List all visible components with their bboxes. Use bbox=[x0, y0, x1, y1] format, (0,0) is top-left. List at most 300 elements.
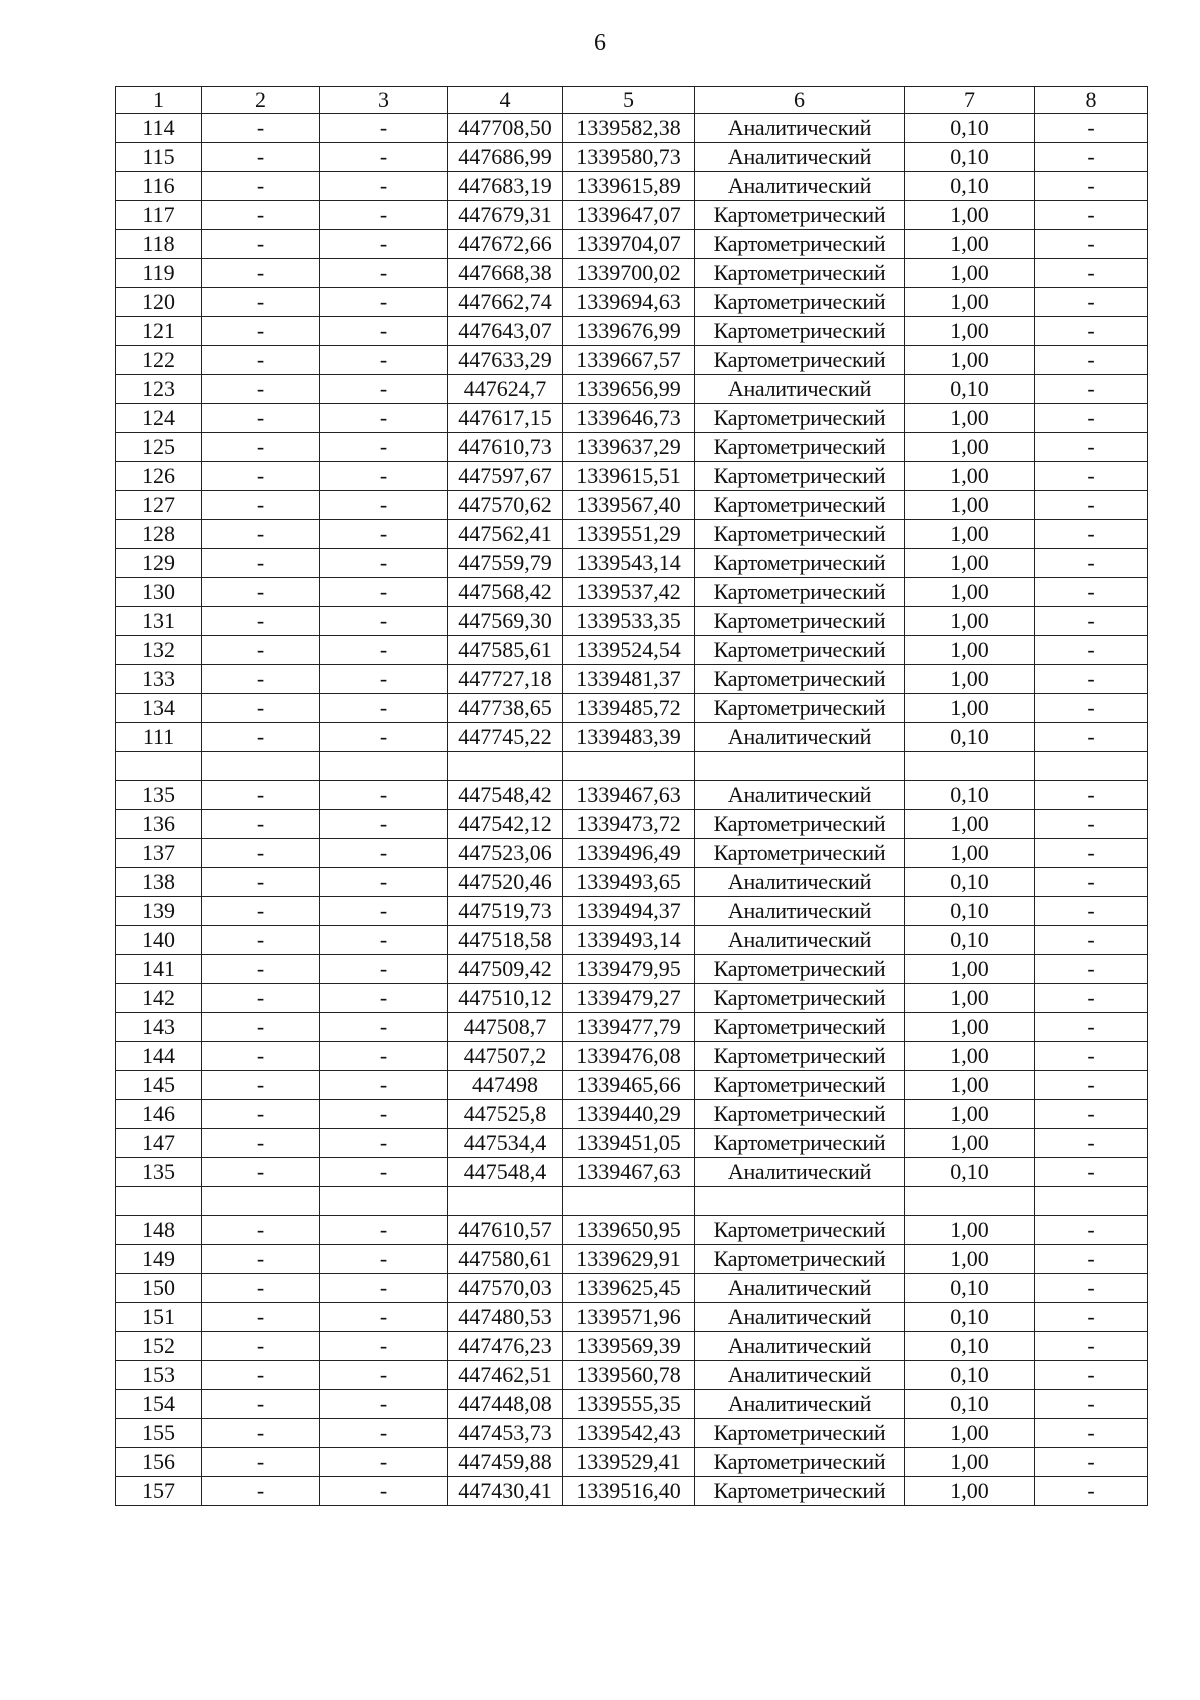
col2-cell: - bbox=[202, 259, 320, 288]
col3-cell: - bbox=[320, 201, 448, 230]
col3-cell: - bbox=[320, 1274, 448, 1303]
col2-cell: - bbox=[202, 1274, 320, 1303]
x-coordinate-cell: 447459,88 bbox=[448, 1448, 563, 1477]
col2-cell: - bbox=[202, 810, 320, 839]
accuracy-cell: 1,00 bbox=[905, 1245, 1035, 1274]
accuracy-cell: 1,00 bbox=[905, 1042, 1035, 1071]
table-row bbox=[116, 288, 1148, 317]
col3-cell: - bbox=[320, 1390, 448, 1419]
accuracy-cell: 1,00 bbox=[905, 201, 1035, 230]
y-coordinate-cell: 1339551,29 bbox=[563, 520, 695, 549]
col3-cell: - bbox=[320, 723, 448, 752]
col3-cell: - bbox=[320, 607, 448, 636]
table-row bbox=[116, 491, 1148, 520]
y-coordinate-cell: 1339650,95 bbox=[563, 1216, 695, 1245]
method-cell: Аналитический bbox=[695, 868, 905, 897]
method-cell: Аналитический bbox=[695, 897, 905, 926]
col8-cell: - bbox=[1035, 1332, 1148, 1361]
method-cell: Картометрический bbox=[695, 1419, 905, 1448]
col3-cell: - bbox=[320, 1419, 448, 1448]
col2-cell: - bbox=[202, 172, 320, 201]
col2-cell: - bbox=[202, 955, 320, 984]
point-number-cell: 126 bbox=[116, 462, 202, 491]
table-row bbox=[116, 1158, 1148, 1187]
point-number-cell: 123 bbox=[116, 375, 202, 404]
method-cell: Аналитический bbox=[695, 1303, 905, 1332]
accuracy-cell: 1,00 bbox=[905, 810, 1035, 839]
x-coordinate-cell: 447509,42 bbox=[448, 955, 563, 984]
method-cell: Картометрический bbox=[695, 1129, 905, 1158]
col8-cell: - bbox=[1035, 868, 1148, 897]
accuracy-cell: 1,00 bbox=[905, 549, 1035, 578]
accuracy-cell: 1,00 bbox=[905, 1071, 1035, 1100]
x-coordinate-cell bbox=[448, 752, 563, 781]
method-cell: Картометрический bbox=[695, 259, 905, 288]
col3-cell: - bbox=[320, 1071, 448, 1100]
accuracy-cell: 1,00 bbox=[905, 288, 1035, 317]
table-row bbox=[116, 1303, 1148, 1332]
col8-cell bbox=[1035, 752, 1148, 781]
col8-cell: - bbox=[1035, 897, 1148, 926]
y-coordinate-cell: 1339537,42 bbox=[563, 578, 695, 607]
x-coordinate-cell: 447683,19 bbox=[448, 172, 563, 201]
y-coordinate-cell: 1339529,41 bbox=[563, 1448, 695, 1477]
y-coordinate-cell: 1339479,95 bbox=[563, 955, 695, 984]
point-number-cell: 127 bbox=[116, 491, 202, 520]
point-number-cell: 122 bbox=[116, 346, 202, 375]
col8-cell: - bbox=[1035, 781, 1148, 810]
x-coordinate-cell: 447624,7 bbox=[448, 375, 563, 404]
table-body bbox=[116, 114, 1148, 1506]
col2-cell: - bbox=[202, 694, 320, 723]
col3-cell: - bbox=[320, 1100, 448, 1129]
col2-cell: - bbox=[202, 1361, 320, 1390]
table-row bbox=[116, 1274, 1148, 1303]
x-coordinate-cell: 447610,73 bbox=[448, 433, 563, 462]
accuracy-cell: 0,10 bbox=[905, 926, 1035, 955]
col2-cell: - bbox=[202, 1332, 320, 1361]
table-row bbox=[116, 143, 1148, 172]
x-coordinate-cell: 447569,30 bbox=[448, 607, 563, 636]
col8-cell: - bbox=[1035, 1477, 1148, 1506]
table-row bbox=[116, 897, 1148, 926]
method-cell bbox=[695, 752, 905, 781]
method-cell: Картометрический bbox=[695, 317, 905, 346]
y-coordinate-cell: 1339700,02 bbox=[563, 259, 695, 288]
col8-cell: - bbox=[1035, 1361, 1148, 1390]
col2-cell: - bbox=[202, 1013, 320, 1042]
table-row bbox=[116, 201, 1148, 230]
method-cell: Аналитический bbox=[695, 143, 905, 172]
col8-cell: - bbox=[1035, 694, 1148, 723]
x-coordinate-cell: 447727,18 bbox=[448, 665, 563, 694]
y-coordinate-cell: 1339542,43 bbox=[563, 1419, 695, 1448]
x-coordinate-cell: 447633,29 bbox=[448, 346, 563, 375]
col2-cell: - bbox=[202, 984, 320, 1013]
accuracy-cell: 0,10 bbox=[905, 897, 1035, 926]
point-number-cell: 153 bbox=[116, 1361, 202, 1390]
x-coordinate-cell: 447643,07 bbox=[448, 317, 563, 346]
col2-cell: - bbox=[202, 491, 320, 520]
y-coordinate-cell: 1339637,29 bbox=[563, 433, 695, 462]
table-row bbox=[116, 723, 1148, 752]
col2-cell: - bbox=[202, 607, 320, 636]
y-coordinate-cell: 1339646,73 bbox=[563, 404, 695, 433]
table-row bbox=[116, 230, 1148, 259]
accuracy-cell: 0,10 bbox=[905, 1332, 1035, 1361]
col8-cell: - bbox=[1035, 143, 1148, 172]
col3-cell: - bbox=[320, 491, 448, 520]
x-coordinate-cell: 447570,62 bbox=[448, 491, 563, 520]
y-coordinate-cell: 1339656,99 bbox=[563, 375, 695, 404]
col8-cell: - bbox=[1035, 665, 1148, 694]
method-cell: Картометрический bbox=[695, 1448, 905, 1477]
col2-cell: - bbox=[202, 636, 320, 665]
y-coordinate-cell: 1339481,37 bbox=[563, 665, 695, 694]
col2-cell: - bbox=[202, 520, 320, 549]
point-number-cell: 147 bbox=[116, 1129, 202, 1158]
col8-cell: - bbox=[1035, 433, 1148, 462]
method-cell: Картометрический bbox=[695, 491, 905, 520]
x-coordinate-cell: 447476,23 bbox=[448, 1332, 563, 1361]
col3-cell: - bbox=[320, 404, 448, 433]
col3-cell: - bbox=[320, 781, 448, 810]
col8-cell: - bbox=[1035, 259, 1148, 288]
y-coordinate-cell: 1339582,38 bbox=[563, 114, 695, 143]
point-number-cell: 151 bbox=[116, 1303, 202, 1332]
point-number-cell: 129 bbox=[116, 549, 202, 578]
col8-cell: - bbox=[1035, 1013, 1148, 1042]
col3-cell: - bbox=[320, 288, 448, 317]
method-cell: Аналитический bbox=[695, 1332, 905, 1361]
table-row bbox=[116, 781, 1148, 810]
accuracy-cell: 1,00 bbox=[905, 955, 1035, 984]
x-coordinate-cell: 447580,61 bbox=[448, 1245, 563, 1274]
col8-cell: - bbox=[1035, 1448, 1148, 1477]
accuracy-cell: 1,00 bbox=[905, 230, 1035, 259]
x-coordinate-cell: 447453,73 bbox=[448, 1419, 563, 1448]
x-coordinate-cell: 447679,31 bbox=[448, 201, 563, 230]
col2-cell: - bbox=[202, 346, 320, 375]
col3-cell: - bbox=[320, 346, 448, 375]
y-coordinate-cell: 1339560,78 bbox=[563, 1361, 695, 1390]
col2-cell: - bbox=[202, 781, 320, 810]
accuracy-cell bbox=[905, 1187, 1035, 1216]
x-coordinate-cell: 447662,74 bbox=[448, 288, 563, 317]
col8-cell: - bbox=[1035, 723, 1148, 752]
table-row bbox=[116, 1129, 1148, 1158]
y-coordinate-cell: 1339647,07 bbox=[563, 201, 695, 230]
point-number-cell: 136 bbox=[116, 810, 202, 839]
x-coordinate-cell: 447448,08 bbox=[448, 1390, 563, 1419]
x-coordinate-cell: 447668,38 bbox=[448, 259, 563, 288]
method-cell: Картометрический bbox=[695, 578, 905, 607]
y-coordinate-cell: 1339451,05 bbox=[563, 1129, 695, 1158]
table-row bbox=[116, 1042, 1148, 1071]
col2-cell: - bbox=[202, 1071, 320, 1100]
y-coordinate-cell: 1339496,49 bbox=[563, 839, 695, 868]
accuracy-cell: 1,00 bbox=[905, 839, 1035, 868]
method-cell: Аналитический bbox=[695, 781, 905, 810]
col8-cell: - bbox=[1035, 375, 1148, 404]
col2-cell: - bbox=[202, 1303, 320, 1332]
point-number-cell: 128 bbox=[116, 520, 202, 549]
point-number-cell: 119 bbox=[116, 259, 202, 288]
point-number-cell: 135 bbox=[116, 781, 202, 810]
x-coordinate-cell: 447548,4 bbox=[448, 1158, 563, 1187]
separator-row bbox=[116, 1187, 1148, 1216]
col8-cell: - bbox=[1035, 1274, 1148, 1303]
table-row bbox=[116, 1361, 1148, 1390]
point-number-cell: 137 bbox=[116, 839, 202, 868]
accuracy-cell: 1,00 bbox=[905, 984, 1035, 1013]
col3-cell: - bbox=[320, 433, 448, 462]
x-coordinate-cell: 447430,41 bbox=[448, 1477, 563, 1506]
header-cell: 1 bbox=[116, 87, 202, 114]
x-coordinate-cell: 447585,61 bbox=[448, 636, 563, 665]
col2-cell: - bbox=[202, 926, 320, 955]
x-coordinate-cell: 447462,51 bbox=[448, 1361, 563, 1390]
separator-row bbox=[116, 752, 1148, 781]
y-coordinate-cell: 1339571,96 bbox=[563, 1303, 695, 1332]
method-cell: Аналитический bbox=[695, 172, 905, 201]
table-row bbox=[116, 259, 1148, 288]
y-coordinate-cell: 1339555,35 bbox=[563, 1390, 695, 1419]
x-coordinate-cell: 447525,8 bbox=[448, 1100, 563, 1129]
x-coordinate-cell: 447548,42 bbox=[448, 781, 563, 810]
table-row bbox=[116, 317, 1148, 346]
x-coordinate-cell: 447708,50 bbox=[448, 114, 563, 143]
x-coordinate-cell: 447610,57 bbox=[448, 1216, 563, 1245]
col3-cell: - bbox=[320, 665, 448, 694]
x-coordinate-cell: 447510,12 bbox=[448, 984, 563, 1013]
accuracy-cell: 0,10 bbox=[905, 723, 1035, 752]
col3-cell bbox=[320, 752, 448, 781]
y-coordinate-cell: 1339493,14 bbox=[563, 926, 695, 955]
y-coordinate-cell: 1339615,51 bbox=[563, 462, 695, 491]
x-coordinate-cell: 447523,06 bbox=[448, 839, 563, 868]
accuracy-cell: 1,00 bbox=[905, 346, 1035, 375]
header-cell: 2 bbox=[202, 87, 320, 114]
table-row bbox=[116, 636, 1148, 665]
point-number-cell: 135 bbox=[116, 1158, 202, 1187]
accuracy-cell: 0,10 bbox=[905, 1361, 1035, 1390]
col8-cell: - bbox=[1035, 1216, 1148, 1245]
point-number-cell: 120 bbox=[116, 288, 202, 317]
col3-cell: - bbox=[320, 1361, 448, 1390]
col8-cell: - bbox=[1035, 491, 1148, 520]
method-cell: Картометрический bbox=[695, 230, 905, 259]
point-number-cell: 133 bbox=[116, 665, 202, 694]
table-row bbox=[116, 1448, 1148, 1477]
y-coordinate-cell: 1339477,79 bbox=[563, 1013, 695, 1042]
x-coordinate-cell: 447617,15 bbox=[448, 404, 563, 433]
col8-cell: - bbox=[1035, 607, 1148, 636]
col3-cell: - bbox=[320, 1013, 448, 1042]
point-number-cell: 125 bbox=[116, 433, 202, 462]
col3-cell: - bbox=[320, 549, 448, 578]
header-cell: 4 bbox=[448, 87, 563, 114]
x-coordinate-cell: 447562,41 bbox=[448, 520, 563, 549]
table-row bbox=[116, 578, 1148, 607]
accuracy-cell: 1,00 bbox=[905, 1448, 1035, 1477]
x-coordinate-cell: 447568,42 bbox=[448, 578, 563, 607]
table-row bbox=[116, 520, 1148, 549]
method-cell: Картометрический bbox=[695, 462, 905, 491]
point-number-cell: 142 bbox=[116, 984, 202, 1013]
point-number-cell: 146 bbox=[116, 1100, 202, 1129]
accuracy-cell: 1,00 bbox=[905, 404, 1035, 433]
accuracy-cell: 0,10 bbox=[905, 375, 1035, 404]
col3-cell: - bbox=[320, 1042, 448, 1071]
point-number-cell: 130 bbox=[116, 578, 202, 607]
method-cell: Картометрический bbox=[695, 607, 905, 636]
header-cell: 7 bbox=[905, 87, 1035, 114]
col3-cell: - bbox=[320, 1477, 448, 1506]
table-row bbox=[116, 1013, 1148, 1042]
col3-cell: - bbox=[320, 1303, 448, 1332]
point-number-cell: 121 bbox=[116, 317, 202, 346]
col2-cell: - bbox=[202, 288, 320, 317]
accuracy-cell: 1,00 bbox=[905, 433, 1035, 462]
accuracy-cell: 1,00 bbox=[905, 636, 1035, 665]
col3-cell: - bbox=[320, 375, 448, 404]
method-cell: Картометрический bbox=[695, 1216, 905, 1245]
col3-cell: - bbox=[320, 839, 448, 868]
accuracy-cell: 1,00 bbox=[905, 694, 1035, 723]
y-coordinate-cell: 1339667,57 bbox=[563, 346, 695, 375]
method-cell: Картометрический bbox=[695, 694, 905, 723]
accuracy-cell: 1,00 bbox=[905, 1216, 1035, 1245]
point-number-cell: 141 bbox=[116, 955, 202, 984]
col3-cell: - bbox=[320, 810, 448, 839]
table-row bbox=[116, 346, 1148, 375]
method-cell: Картометрический bbox=[695, 839, 905, 868]
col3-cell: - bbox=[320, 636, 448, 665]
point-number-cell: 138 bbox=[116, 868, 202, 897]
col2-cell: - bbox=[202, 1042, 320, 1071]
col3-cell: - bbox=[320, 868, 448, 897]
y-coordinate-cell bbox=[563, 752, 695, 781]
point-number-cell: 143 bbox=[116, 1013, 202, 1042]
col2-cell: - bbox=[202, 1477, 320, 1506]
table-row bbox=[116, 839, 1148, 868]
method-cell: Картометрический bbox=[695, 636, 905, 665]
table-row bbox=[116, 1332, 1148, 1361]
col3-cell: - bbox=[320, 462, 448, 491]
x-coordinate-cell: 447507,2 bbox=[448, 1042, 563, 1071]
point-number-cell: 134 bbox=[116, 694, 202, 723]
y-coordinate-cell: 1339516,40 bbox=[563, 1477, 695, 1506]
x-coordinate-cell: 447518,58 bbox=[448, 926, 563, 955]
table-row bbox=[116, 433, 1148, 462]
col3-cell: - bbox=[320, 143, 448, 172]
accuracy-cell: 0,10 bbox=[905, 1158, 1035, 1187]
col2-cell: - bbox=[202, 1419, 320, 1448]
col2-cell: - bbox=[202, 578, 320, 607]
method-cell: Аналитический bbox=[695, 1361, 905, 1390]
accuracy-cell: 0,10 bbox=[905, 868, 1035, 897]
table-row bbox=[116, 607, 1148, 636]
col2-cell: - bbox=[202, 723, 320, 752]
accuracy-cell: 1,00 bbox=[905, 1100, 1035, 1129]
y-coordinate-cell: 1339629,91 bbox=[563, 1245, 695, 1274]
col8-cell: - bbox=[1035, 317, 1148, 346]
col3-cell: - bbox=[320, 520, 448, 549]
y-coordinate-cell: 1339615,89 bbox=[563, 172, 695, 201]
table-row bbox=[116, 1100, 1148, 1129]
point-number-cell: 131 bbox=[116, 607, 202, 636]
col8-cell: - bbox=[1035, 1158, 1148, 1187]
col8-cell: - bbox=[1035, 201, 1148, 230]
method-cell: Картометрический bbox=[695, 520, 905, 549]
table-row bbox=[116, 1419, 1148, 1448]
y-coordinate-cell: 1339567,40 bbox=[563, 491, 695, 520]
header-cell: 8 bbox=[1035, 87, 1148, 114]
x-coordinate-cell: 447745,22 bbox=[448, 723, 563, 752]
col8-cell: - bbox=[1035, 578, 1148, 607]
col2-cell: - bbox=[202, 230, 320, 259]
accuracy-cell: 1,00 bbox=[905, 317, 1035, 346]
accuracy-cell: 1,00 bbox=[905, 520, 1035, 549]
y-coordinate-cell: 1339543,14 bbox=[563, 549, 695, 578]
table-row bbox=[116, 694, 1148, 723]
method-cell: Картометрический bbox=[695, 1042, 905, 1071]
col8-cell: - bbox=[1035, 926, 1148, 955]
accuracy-cell: 1,00 bbox=[905, 578, 1035, 607]
point-number-cell: 148 bbox=[116, 1216, 202, 1245]
col8-cell: - bbox=[1035, 839, 1148, 868]
method-cell: Картометрический bbox=[695, 201, 905, 230]
x-coordinate-cell: 447672,66 bbox=[448, 230, 563, 259]
col2-cell: - bbox=[202, 317, 320, 346]
col2-cell: - bbox=[202, 143, 320, 172]
table-row bbox=[116, 665, 1148, 694]
y-coordinate-cell: 1339494,37 bbox=[563, 897, 695, 926]
point-number-cell: 145 bbox=[116, 1071, 202, 1100]
col8-cell: - bbox=[1035, 810, 1148, 839]
col3-cell: - bbox=[320, 114, 448, 143]
col3-cell: - bbox=[320, 1448, 448, 1477]
method-cell: Аналитический bbox=[695, 114, 905, 143]
point-number-cell: 154 bbox=[116, 1390, 202, 1419]
col2-cell: - bbox=[202, 201, 320, 230]
method-cell: Картометрический bbox=[695, 1477, 905, 1506]
point-number-cell: 152 bbox=[116, 1332, 202, 1361]
method-cell bbox=[695, 1187, 905, 1216]
col2-cell: - bbox=[202, 404, 320, 433]
y-coordinate-cell: 1339625,45 bbox=[563, 1274, 695, 1303]
col8-cell: - bbox=[1035, 1390, 1148, 1419]
y-coordinate-cell: 1339467,63 bbox=[563, 1158, 695, 1187]
x-coordinate-cell: 447597,67 bbox=[448, 462, 563, 491]
accuracy-cell: 0,10 bbox=[905, 1390, 1035, 1419]
point-number-cell: 115 bbox=[116, 143, 202, 172]
y-coordinate-cell: 1339676,99 bbox=[563, 317, 695, 346]
point-number-cell: 139 bbox=[116, 897, 202, 926]
y-coordinate-cell: 1339533,35 bbox=[563, 607, 695, 636]
accuracy-cell: 1,00 bbox=[905, 1129, 1035, 1158]
x-coordinate-cell: 447559,79 bbox=[448, 549, 563, 578]
x-coordinate-cell: 447542,12 bbox=[448, 810, 563, 839]
method-cell: Аналитический bbox=[695, 926, 905, 955]
method-cell: Аналитический bbox=[695, 1390, 905, 1419]
col2-cell: - bbox=[202, 1158, 320, 1187]
method-cell: Картометрический bbox=[695, 665, 905, 694]
col3-cell: - bbox=[320, 317, 448, 346]
table-row bbox=[116, 984, 1148, 1013]
method-cell: Аналитический bbox=[695, 1274, 905, 1303]
